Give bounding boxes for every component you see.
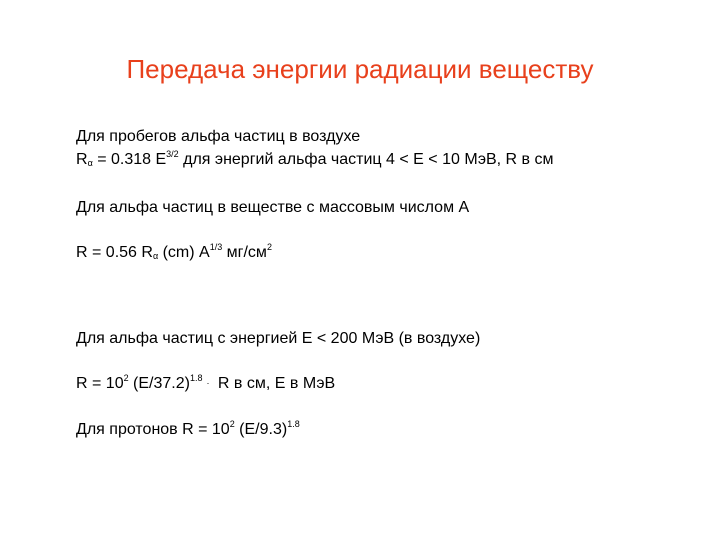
multiplication-dot: · (206, 378, 210, 388)
exponent: 2 (229, 419, 235, 429)
formula-part: (E/9.3) (234, 421, 288, 438)
alpha-subscript: α (152, 251, 159, 261)
formula-part: = 0.318 E (92, 151, 167, 168)
exponent: 1.8 (287, 419, 300, 429)
exponent: 1/3 (209, 242, 223, 252)
formula-protons (76, 421, 300, 439)
formula-air-energy (76, 375, 335, 393)
formula-part: R = 0.56 R (76, 244, 153, 261)
slide-title: Передача энергии радиации веществу (126, 54, 594, 84)
exponent: 3/2 (166, 149, 179, 159)
text-line-substance: Для альфа частиц в веществе с массовым числом A (76, 199, 470, 216)
text-line-air-ranges: Для пробегов альфа частиц в воздухе (76, 128, 361, 145)
formula-part: (E/37.2) (128, 375, 190, 392)
formula-part: для энергий альфа частиц 4 < E < 10 МэВ, R в см (178, 151, 554, 168)
formula-substance-range (76, 244, 272, 262)
formula-part: R = 10 (76, 375, 124, 392)
formula-part: R в см, E в МэВ (213, 375, 336, 392)
exponent: 2 (266, 242, 272, 252)
exponent: 1.8 (189, 373, 203, 383)
alpha-subscript: α (87, 158, 93, 168)
exponent: 2 (123, 373, 129, 383)
formula-air-range (76, 151, 554, 169)
formula-part: (cm) A (158, 244, 210, 261)
text-line-energy-limit: Для альфа частиц с энергией E < 200 МэВ (в воздухе) (76, 330, 481, 347)
formula-part: R (76, 151, 88, 168)
formula-part: мг/см (222, 244, 267, 261)
formula-part: Для протонов R = 10 (76, 421, 230, 438)
